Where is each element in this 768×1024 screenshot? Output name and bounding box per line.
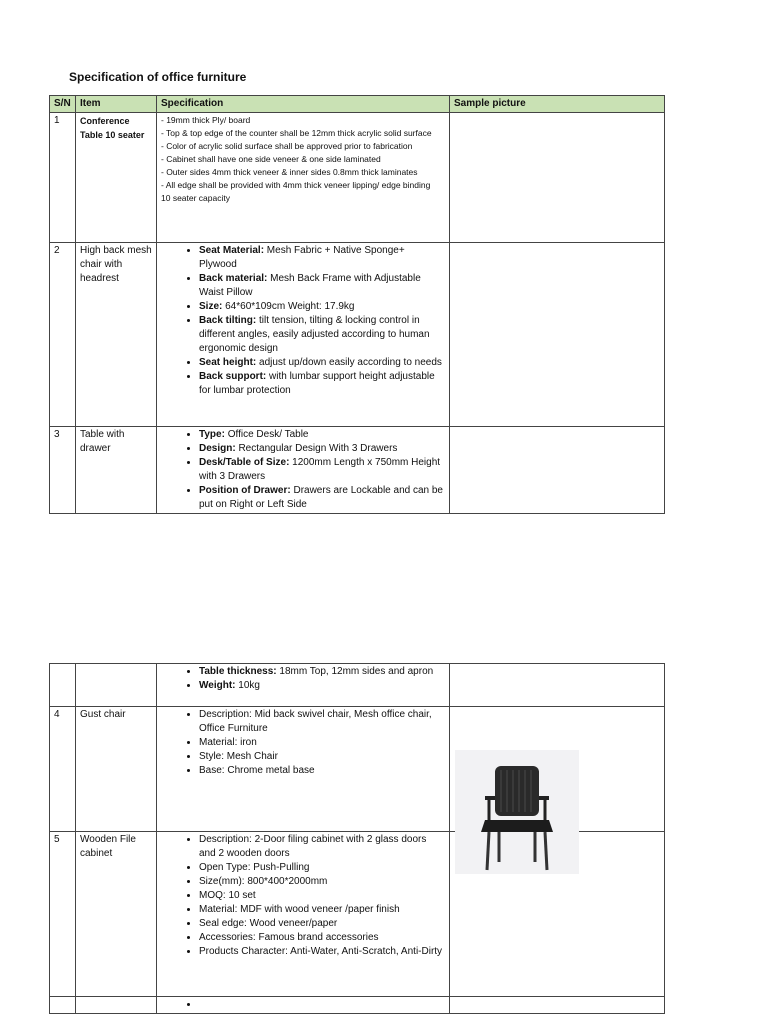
spec-value: with lumbar support height adjustable for lumbar protection xyxy=(199,371,435,396)
spec-label: Back material: xyxy=(199,273,268,284)
list-item: • Accessories: Famous brand accessories xyxy=(199,931,445,945)
list-item: • Seal edge: Wood veneer/paper xyxy=(199,917,445,931)
list-item: • Style: Mesh Chair xyxy=(199,750,445,764)
spec-label: Type: xyxy=(199,429,225,440)
row-sn xyxy=(50,997,76,1014)
spec-label: Seat Material: xyxy=(199,245,265,256)
chair-icon xyxy=(455,750,579,874)
list-item xyxy=(199,370,445,398)
spec-label: Weight: xyxy=(199,680,236,691)
spec-label: Desk/Table of Size: xyxy=(199,457,290,468)
row-specification xyxy=(157,664,450,707)
spec-value: Mesh Back Frame with Adjustable Waist Pillow xyxy=(199,273,421,298)
table-row xyxy=(50,707,665,832)
row-sample-picture xyxy=(450,113,665,243)
list-item: • Material: iron xyxy=(199,736,445,750)
list-item xyxy=(199,272,445,300)
spec-line: - Top & top edge of the counter shall be 12mm thick acrylic solid surface xyxy=(161,128,432,138)
row-sn: 3 xyxy=(50,427,76,514)
row-sn: 1 xyxy=(50,113,76,243)
header-specification: Specification xyxy=(157,96,450,113)
row-sn xyxy=(50,664,76,707)
list-item: • Open Type: Push-Pulling xyxy=(199,861,445,875)
spec-value: 18mm Top, 12mm sides and apron xyxy=(276,666,434,677)
row-sample-picture xyxy=(450,243,665,427)
spec-value: tilt tension, tilting & locking control in different angles, easily adjusted according to human ergonomic design xyxy=(199,315,430,354)
spec-label: Table thickness: xyxy=(199,666,277,677)
row-item xyxy=(76,997,157,1014)
list-item xyxy=(199,456,445,484)
row-specification xyxy=(157,832,450,997)
list-item xyxy=(199,484,445,512)
list-item xyxy=(199,356,445,370)
row-item: High back mesh chair with headrest xyxy=(76,243,157,427)
table-row xyxy=(50,997,665,1014)
spec-line: 10 seater capacity xyxy=(161,193,230,203)
row-sn: 2 xyxy=(50,243,76,427)
list-item xyxy=(199,314,445,356)
row-specification xyxy=(157,427,450,514)
row-sample-picture xyxy=(450,427,665,514)
page-title: Specification of office furniture xyxy=(69,70,247,84)
row-sn: 4 xyxy=(50,707,76,832)
specification-table xyxy=(49,95,665,514)
table-row xyxy=(50,427,665,514)
spec-label: Design: xyxy=(199,443,236,454)
row-item xyxy=(76,664,157,707)
header-sn: S/N xyxy=(50,96,76,113)
row-specification xyxy=(157,707,450,832)
row-specification xyxy=(157,997,450,1014)
row-item: Gust chair xyxy=(76,707,157,832)
row-specification xyxy=(157,243,450,427)
spec-value: 10kg xyxy=(235,680,260,691)
row-sample-picture xyxy=(450,664,665,707)
row-item: Conference Table 10 seater xyxy=(76,113,157,243)
spec-line: - 19mm thick Ply/ board xyxy=(161,115,251,125)
spec-label: Size: xyxy=(199,301,223,312)
spec-value: 64*60*109cm Weight: 17.9kg xyxy=(222,301,355,312)
list-item xyxy=(199,998,445,1012)
spec-line: - Color of acrylic solid surface shall be approved prior to fabrication xyxy=(161,141,413,151)
list-item xyxy=(199,428,445,442)
spec-value: 1200mm Length x 750mm Height with 3 Drawers xyxy=(199,457,441,482)
spec-value: Office Desk/ Table xyxy=(224,429,309,440)
list-item: • Products Character: Anti-Water, Anti-Scratch, Anti-Dirty xyxy=(199,945,445,959)
table-row xyxy=(50,664,665,707)
spec-line: - All edge shall be provided with 4mm thick veneer lipping/ edge binding xyxy=(161,180,431,190)
row-sample-picture xyxy=(450,707,665,832)
list-item xyxy=(199,244,445,272)
list-item: • Material: MDF with wood veneer /paper finish xyxy=(199,903,445,917)
spec-value: adjust up/down easily according to needs xyxy=(256,357,442,368)
list-item xyxy=(199,300,445,314)
spec-label: Back tilting: xyxy=(199,315,257,326)
table-header-row xyxy=(50,96,665,113)
spec-line: - Outer sides 4mm thick veneer & inner sides 0.8mm thick laminates xyxy=(161,167,418,177)
row-sample-picture xyxy=(450,997,665,1014)
row-item: Wooden File cabinet xyxy=(76,832,157,997)
header-item: Item xyxy=(76,96,157,113)
mesh-guest-chair-photo xyxy=(455,750,579,874)
list-item: • Description: Mid back swivel chair, Mesh office chair, Office Furniture xyxy=(199,708,445,736)
row-specification xyxy=(157,113,450,243)
specification-table-continued xyxy=(49,663,665,1014)
spec-value: Rectangular Design With 3 Drawers xyxy=(235,443,398,454)
spec-label: Position of Drawer: xyxy=(199,485,291,496)
spec-value: Drawers are Lockable and can be put on Right or Left Side xyxy=(199,485,443,510)
spec-label: Back support: xyxy=(199,371,267,382)
list-item xyxy=(199,442,445,456)
table-row xyxy=(50,243,665,427)
header-sample-picture: Sample picture xyxy=(450,96,665,113)
list-item: • Base: Chrome metal base xyxy=(199,764,445,778)
list-item xyxy=(199,679,445,693)
table-row xyxy=(50,113,665,243)
row-item: Table with drawer xyxy=(76,427,157,514)
list-item: • MOQ: 10 set xyxy=(199,889,445,903)
list-item: • Description: 2-Door filing cabinet with 2 glass doors and 2 wooden doors xyxy=(199,833,445,861)
spec-line: - Cabinet shall have one side veneer & one side laminated xyxy=(161,154,381,164)
list-item xyxy=(199,665,445,679)
spec-value: Mesh Fabric + Native Sponge+ Plywood xyxy=(199,245,405,270)
row-sn: 5 xyxy=(50,832,76,997)
spec-label: Seat height: xyxy=(199,357,257,368)
list-item: • Size(mm): 800*400*2000mm xyxy=(199,875,445,889)
